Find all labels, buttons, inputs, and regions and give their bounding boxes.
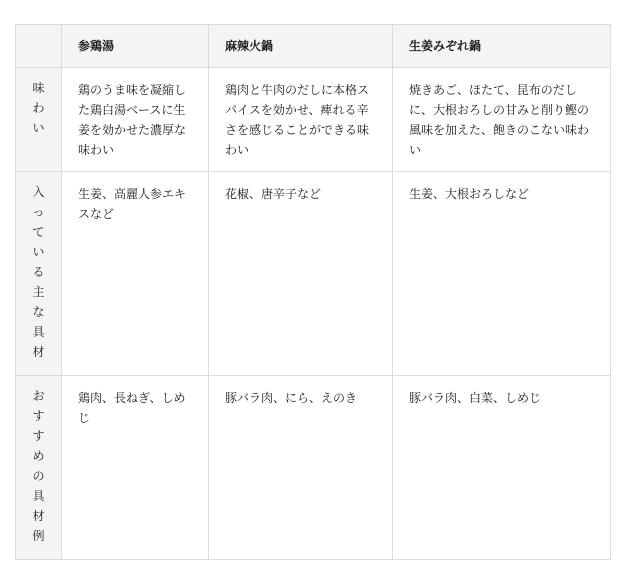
table-header-row — [16, 25, 611, 68]
table-cell: 花椒、唐辛子など — [209, 172, 393, 376]
table-cell: 生姜、高麗人参エキスなど — [62, 172, 209, 376]
row-label-text: おすすめの具材例 — [32, 389, 45, 543]
table-cell: 生姜、大根おろしなど — [393, 172, 611, 376]
header-corner-cell — [16, 25, 62, 68]
table-cell: 豚バラ肉、にら、えのき — [209, 376, 393, 560]
table-cell: 鶏のうま味を凝縮した鶏白湯ベースに生姜を効かせた濃厚な味わい — [62, 68, 209, 172]
table-cell: 焼きあご、ほたて、昆布のだしに、大根おろしの甘みと削り鰹の風味を加えた、飽きのこない味わい — [393, 68, 611, 172]
header-mala-hotpot: 麻辣火鍋 — [209, 25, 393, 68]
row-label-text: 味わい — [32, 81, 45, 135]
row-label-text: 入っている主な具材 — [32, 185, 45, 359]
row-label-ingredients — [16, 172, 62, 376]
header-samgyetang: 参鶏湯 — [62, 25, 209, 68]
table-row-recommended — [16, 376, 611, 560]
table-row-ingredients — [16, 172, 611, 376]
row-label-flavor — [16, 68, 62, 172]
header-ginger-mizore-nabe: 生姜みぞれ鍋 — [393, 25, 611, 68]
hotpot-comparison-table — [15, 24, 611, 560]
row-label-recommended — [16, 376, 62, 560]
table-cell: 鶏肉と牛肉のだしに本格スパイスを効かせ、痺れる辛さを感じることができる味わい — [209, 68, 393, 172]
table-cell: 豚バラ肉、白菜、しめじ — [393, 376, 611, 560]
table-cell: 鶏肉、長ねぎ、しめじ — [62, 376, 209, 560]
table-row-flavor — [16, 68, 611, 172]
comparison-table-wrapper — [15, 24, 610, 560]
